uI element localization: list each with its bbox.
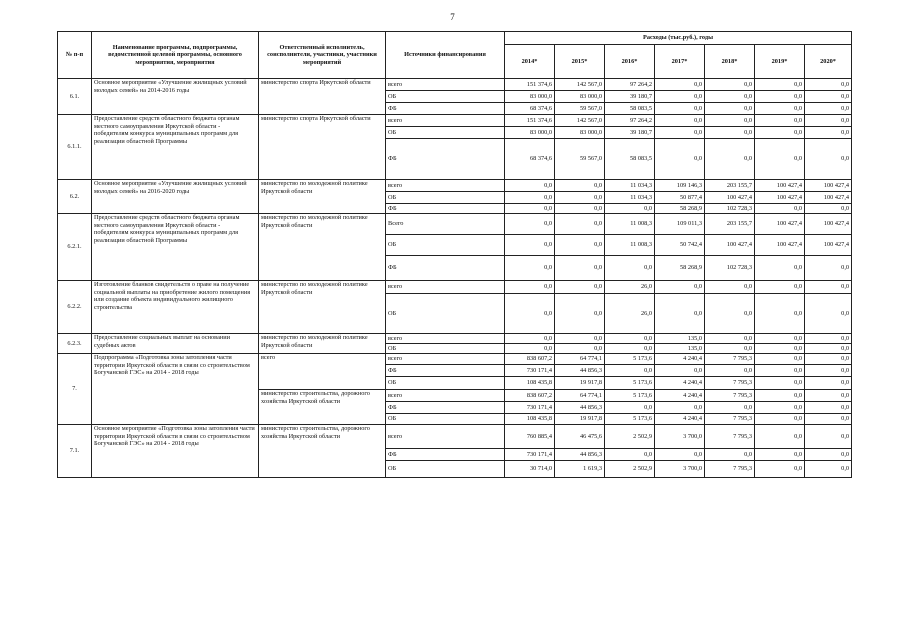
expense-value: 0,0 (655, 103, 705, 115)
funding-source: всего (386, 79, 505, 91)
row-number: 6.2.3. (58, 334, 92, 354)
expense-value: 0,0 (805, 79, 852, 91)
expense-value: 100 427,4 (755, 235, 805, 256)
expense-value: 7 795,3 (705, 414, 755, 425)
funding-source: всего (386, 354, 505, 365)
expense-value: 0,0 (505, 204, 555, 214)
expense-value: 39 180,7 (605, 91, 655, 103)
expense-value: 0,0 (505, 214, 555, 235)
expense-value: 68 374,6 (505, 139, 555, 180)
expense-value: 0,0 (555, 344, 605, 354)
expense-value: 0,0 (505, 256, 555, 281)
expense-value: 0,0 (555, 281, 605, 294)
expense-value: 0,0 (805, 294, 852, 334)
executor: министерство по молодежной политике Иркутской области (259, 334, 386, 354)
expense-value: 0,0 (755, 204, 805, 214)
expense-value: 0,0 (755, 281, 805, 294)
expense-value: 26,0 (605, 281, 655, 294)
year-header: 2020* (805, 45, 852, 79)
expense-value: 0,0 (805, 334, 852, 344)
expense-value: 0,0 (505, 334, 555, 344)
expense-value: 108 435,8 (505, 414, 555, 425)
row-number: 7.1. (58, 425, 92, 478)
expense-value: 0,0 (505, 180, 555, 192)
measure-name: Основное мероприятие «Улучшение жилищных условий молодых семей» на 2014-2016 годы (92, 79, 259, 115)
measure-name: Основное мероприятие «Улучшение жилищных условий молодых семей» на 2016-2020 годы (92, 180, 259, 214)
expense-value: 5 173,6 (605, 354, 655, 365)
expense-value: 0,0 (555, 180, 605, 192)
expense-value: 0,0 (655, 115, 705, 127)
expense-value: 0,0 (805, 127, 852, 139)
expense-value: 0,0 (805, 354, 852, 365)
year-header: 2019* (755, 45, 805, 79)
expense-value: 0,0 (755, 377, 805, 390)
expense-value: 0,0 (755, 461, 805, 478)
expense-value: 838 607,2 (505, 390, 555, 402)
row-number: 7. (58, 354, 92, 425)
expense-value: 100 427,4 (705, 235, 755, 256)
expense-value: 102 728,3 (705, 204, 755, 214)
expense-value: 58 083,5 (605, 103, 655, 115)
expense-value: 0,0 (755, 390, 805, 402)
year-header: 2016* (605, 45, 655, 79)
expense-value: 100 427,4 (805, 214, 852, 235)
expense-value: 108 435,8 (505, 377, 555, 390)
expense-value: 100 427,4 (805, 235, 852, 256)
expense-value: 83 000,0 (555, 127, 605, 139)
expense-value: 0,0 (655, 79, 705, 91)
expense-value: 0,0 (655, 127, 705, 139)
funding-source: ФБ (386, 139, 505, 180)
expense-value: 64 774,1 (555, 354, 605, 365)
table-row (58, 214, 852, 235)
expense-value: 44 856,3 (555, 402, 605, 414)
expense-value: 0,0 (705, 449, 755, 461)
expense-value: 0,0 (805, 281, 852, 294)
expense-value: 7 795,3 (705, 354, 755, 365)
funding-source: всего (386, 425, 505, 449)
expense-value: 5 173,6 (605, 414, 655, 425)
expense-value: 7 795,3 (705, 461, 755, 478)
expense-value: 730 171,4 (505, 365, 555, 377)
expense-value: 0,0 (805, 344, 852, 354)
expense-value: 3 700,0 (655, 425, 705, 449)
page-number: 7 (450, 12, 455, 22)
expense-value: 0,0 (755, 425, 805, 449)
expense-value: 203 155,7 (705, 180, 755, 192)
funding-source: ОБ (386, 192, 505, 204)
expense-value: 109 011,3 (655, 214, 705, 235)
expense-value: 0,0 (755, 256, 805, 281)
expense-value: 0,0 (555, 334, 605, 344)
expense-value: 0,0 (605, 402, 655, 414)
expense-value: 0,0 (755, 91, 805, 103)
executor: всего (259, 354, 386, 390)
expense-value: 0,0 (555, 256, 605, 281)
expense-value: 0,0 (755, 79, 805, 91)
row-number: 6.2.2. (58, 281, 92, 334)
table-row (58, 354, 852, 365)
funding-source: ОБ (386, 91, 505, 103)
expense-value: 0,0 (755, 344, 805, 354)
executor: министерство строительства, дорожного хозяйства Иркутской области (259, 425, 386, 478)
expense-value: 50 742,4 (655, 235, 705, 256)
funding-source: всего (386, 334, 505, 344)
funding-source: ФБ (386, 402, 505, 414)
executor: министерство по молодежной политике Иркутской области (259, 214, 386, 281)
expense-value: 100 427,4 (805, 192, 852, 204)
table-row (58, 79, 852, 91)
measure-name: Предоставление социальных выплат на основании судебных актов (92, 334, 259, 354)
expense-value: 7 795,3 (705, 390, 755, 402)
expense-value: 46 475,6 (555, 425, 605, 449)
expense-value: 838 607,2 (505, 354, 555, 365)
expense-value: 109 146,3 (655, 180, 705, 192)
expense-value: 44 856,3 (555, 365, 605, 377)
executor: министерство по молодежной политике Иркутской области (259, 281, 386, 334)
measure-name: Основное мероприятие «Подготовка зоны затопления части территории Иркутской области в связи со строительством Богучанской ГЭС» на 2014 - 2018 годы (92, 425, 259, 478)
expense-value: 100 427,4 (755, 180, 805, 192)
executor: министерство по молодежной политике Иркутской области (259, 180, 386, 214)
expense-value: 64 774,1 (555, 390, 605, 402)
expense-value: 135,0 (655, 334, 705, 344)
funding-source: ОБ (386, 377, 505, 390)
expense-value: 0,0 (755, 127, 805, 139)
measure-name: Предоставление средств областного бюджета органам местного самоуправления Иркутской области - победителям конкурса муниципальных программ для реализации областной Программы (92, 115, 259, 180)
expense-value: 0,0 (805, 115, 852, 127)
expense-value: 3 700,0 (655, 461, 705, 478)
table-row (58, 281, 852, 294)
row-number: 6.2.1. (58, 214, 92, 281)
expense-value: 0,0 (755, 294, 805, 334)
expense-value: 0,0 (505, 235, 555, 256)
expense-value: 0,0 (655, 91, 705, 103)
funding-source: всего (386, 115, 505, 127)
expense-value: 0,0 (555, 192, 605, 204)
expense-value: 0,0 (655, 294, 705, 334)
row-number: 6.2. (58, 180, 92, 214)
expense-value: 0,0 (805, 377, 852, 390)
funding-source: всего (386, 390, 505, 402)
funding-source: ФБ (386, 449, 505, 461)
measure-name: Подпрограмма «Подготовка зоны затопления части территории Иркутской области в связи со строительством Богучанской ГЭС» на 2014 - 2018 годы (92, 354, 259, 425)
expense-value: 4 240,4 (655, 390, 705, 402)
expense-value: 0,0 (805, 103, 852, 115)
expense-value: 0,0 (805, 139, 852, 180)
expense-value: 0,0 (505, 294, 555, 334)
expense-value: 11 034,3 (605, 180, 655, 192)
expense-value: 0,0 (605, 256, 655, 281)
expense-value: 58 268,9 (655, 204, 705, 214)
expense-value: 0,0 (755, 449, 805, 461)
expense-value: 0,0 (805, 204, 852, 214)
expense-value: 0,0 (705, 365, 755, 377)
expense-value: 0,0 (805, 402, 852, 414)
expense-value: 7 795,3 (705, 425, 755, 449)
expense-value: 0,0 (705, 115, 755, 127)
funding-source: ОБ (386, 127, 505, 139)
expense-value: 0,0 (805, 449, 852, 461)
col-header-source: Источники финансирования (386, 32, 505, 79)
col-header-name: Наименование программы, подпрограммы, ведомственной целевой программы, основного мероприятия, мероприятия (92, 32, 259, 79)
expense-value: 4 240,4 (655, 414, 705, 425)
expense-value: 0,0 (505, 344, 555, 354)
row-number: 6.1. (58, 79, 92, 115)
expense-value: 59 567,0 (555, 103, 605, 115)
expense-value: 50 877,4 (655, 192, 705, 204)
expense-value: 0,0 (755, 414, 805, 425)
funding-source: ФБ (386, 103, 505, 115)
expense-value: 0,0 (755, 139, 805, 180)
expense-value: 0,0 (755, 103, 805, 115)
expense-value: 5 173,6 (605, 390, 655, 402)
funding-source: ОБ (386, 235, 505, 256)
table-row (58, 115, 852, 127)
table-header (58, 32, 852, 79)
expense-value: 11 008,3 (605, 214, 655, 235)
expense-value: 4 240,4 (655, 377, 705, 390)
expense-value: 19 917,8 (555, 377, 605, 390)
funding-source: ФБ (386, 256, 505, 281)
expense-value: 151 374,6 (505, 79, 555, 91)
funding-source: ОБ (386, 294, 505, 334)
expense-value: 11 034,3 (605, 192, 655, 204)
funding-source: ФБ (386, 365, 505, 377)
expense-value: 0,0 (705, 91, 755, 103)
expense-value: 30 714,0 (505, 461, 555, 478)
expense-value: 0,0 (755, 402, 805, 414)
expense-value: 44 856,3 (555, 449, 605, 461)
expense-value: 26,0 (605, 294, 655, 334)
expense-value: 0,0 (605, 204, 655, 214)
expense-value: 0,0 (805, 365, 852, 377)
expense-value: 0,0 (555, 294, 605, 334)
expense-value: 0,0 (755, 334, 805, 344)
expense-value: 0,0 (655, 402, 705, 414)
year-header: 2018* (705, 45, 755, 79)
measure-name: Предоставление средств областного бюджета органам местного самоуправления Иркутской области - победителям конкурса муниципальных программ для реализации областной Программы (92, 214, 259, 281)
funding-source: ОБ (386, 344, 505, 354)
budget-table (57, 31, 852, 478)
table-row (58, 425, 852, 449)
expense-value: 0,0 (605, 365, 655, 377)
expense-value: 83 000,0 (505, 127, 555, 139)
expense-value: 0,0 (705, 79, 755, 91)
expense-value: 0,0 (705, 344, 755, 354)
expense-value: 0,0 (705, 281, 755, 294)
expense-value: 59 567,0 (555, 139, 605, 180)
expense-value: 0,0 (605, 344, 655, 354)
col-header-num: № п-п (58, 32, 92, 79)
expense-value: 0,0 (705, 294, 755, 334)
funding-source: всего (386, 281, 505, 294)
expense-value: 730 171,4 (505, 402, 555, 414)
expense-value: 58 083,5 (605, 139, 655, 180)
table-row (58, 180, 852, 192)
expense-value: 0,0 (755, 365, 805, 377)
expense-value: 2 502,9 (605, 461, 655, 478)
expense-value: 0,0 (705, 127, 755, 139)
expense-value: 97 264,2 (605, 79, 655, 91)
funding-source: Всего (386, 214, 505, 235)
expense-value: 100 427,4 (705, 192, 755, 204)
expense-value: 68 374,6 (505, 103, 555, 115)
expense-value: 0,0 (755, 115, 805, 127)
expense-value: 730 171,4 (505, 449, 555, 461)
expense-value: 0,0 (805, 461, 852, 478)
expense-value: 0,0 (655, 281, 705, 294)
table-row (58, 334, 852, 344)
expense-value: 0,0 (655, 365, 705, 377)
expense-value: 0,0 (705, 334, 755, 344)
expense-value: 58 268,9 (655, 256, 705, 281)
executor: министерство строительства, дорожного хозяйства Иркутской области (259, 390, 386, 425)
expense-value: 142 567,0 (555, 115, 605, 127)
expense-value: 0,0 (705, 139, 755, 180)
year-header: 2017* (655, 45, 705, 79)
expense-value: 2 502,9 (605, 425, 655, 449)
expense-value: 0,0 (705, 103, 755, 115)
expense-value: 83 000,0 (505, 91, 555, 103)
expense-value: 0,0 (655, 139, 705, 180)
funding-source: ОБ (386, 461, 505, 478)
expense-value: 0,0 (805, 414, 852, 425)
expense-value: 1 619,3 (555, 461, 605, 478)
funding-source: ФБ (386, 204, 505, 214)
expense-value: 19 917,8 (555, 414, 605, 425)
expense-value: 0,0 (805, 91, 852, 103)
expense-value: 100 427,4 (805, 180, 852, 192)
expense-value: 135,0 (655, 344, 705, 354)
col-header-executor: Ответственный исполнитель, соисполнители, участники, участники мероприятий (259, 32, 386, 79)
expense-value: 0,0 (505, 192, 555, 204)
expense-value: 100 427,4 (755, 214, 805, 235)
expense-value: 100 427,4 (755, 192, 805, 204)
expense-value: 5 173,6 (605, 377, 655, 390)
funding-source: всего (386, 180, 505, 192)
executor: министерство спорта Иркутской области (259, 115, 386, 180)
expense-value: 760 885,4 (505, 425, 555, 449)
expense-value: 7 795,3 (705, 377, 755, 390)
expense-value: 0,0 (555, 214, 605, 235)
executor: министерство спорта Иркутской области (259, 79, 386, 115)
expense-value: 83 000,0 (555, 91, 605, 103)
expense-value: 0,0 (805, 425, 852, 449)
expense-value: 0,0 (605, 449, 655, 461)
expense-value: 0,0 (655, 449, 705, 461)
expense-value: 102 728,3 (705, 256, 755, 281)
expense-value: 97 264,2 (605, 115, 655, 127)
expense-value: 0,0 (505, 281, 555, 294)
table-body (58, 79, 852, 478)
expense-value: 203 155,7 (705, 214, 755, 235)
expense-value: 0,0 (805, 256, 852, 281)
expense-value: 0,0 (555, 235, 605, 256)
year-header: 2014* (505, 45, 555, 79)
expense-value: 0,0 (705, 402, 755, 414)
expense-value: 11 008,3 (605, 235, 655, 256)
expense-value: 0,0 (555, 204, 605, 214)
expense-value: 142 567,0 (555, 79, 605, 91)
expense-value: 151 374,6 (505, 115, 555, 127)
measure-name: Изготовление бланков свидетельств о праве на получение социальной выплаты на приобретение жилого помещения или создание объекта индивидуального жилищного строительства (92, 281, 259, 334)
row-number: 6.1.1. (58, 115, 92, 180)
funding-source: ОБ (386, 414, 505, 425)
expense-value: 4 240,4 (655, 354, 705, 365)
expense-value: 0,0 (805, 390, 852, 402)
expense-value: 0,0 (605, 334, 655, 344)
year-header: 2015* (555, 45, 605, 79)
col-header-expenses: Расходы (тыс.руб.), годы (505, 32, 852, 45)
expense-value: 39 180,7 (605, 127, 655, 139)
expense-value: 0,0 (755, 354, 805, 365)
